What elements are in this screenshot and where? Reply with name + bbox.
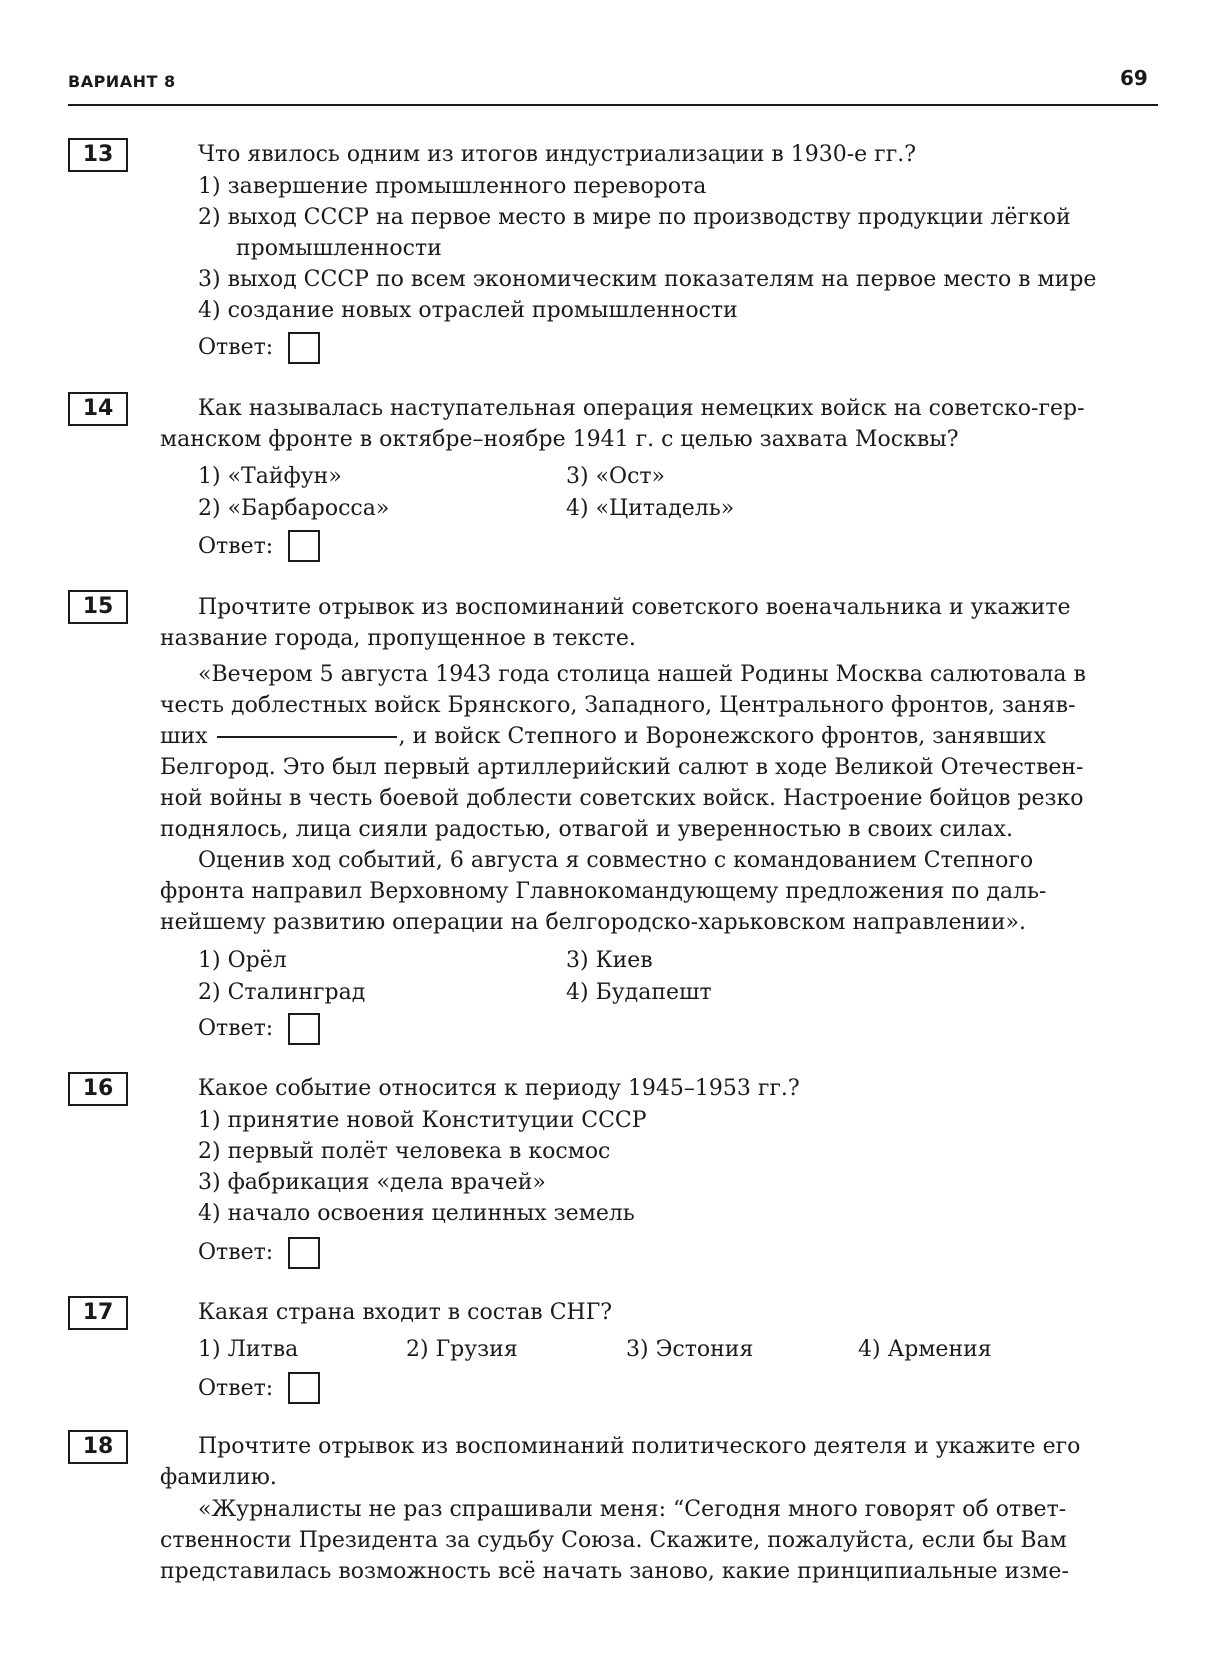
question-15-prompt-line-2: название города, пропущенное в тексте. bbox=[160, 626, 636, 651]
question-18-passage-line-2: ственности Президента за судьбу Союза. Скажите, пожалуйста, если бы Вам bbox=[160, 1528, 1067, 1553]
question-15-option-1: 1) Орёл bbox=[198, 948, 287, 973]
question-15-option-4: 4) Будапешт bbox=[566, 980, 712, 1005]
question-14-answer-label: Ответ: bbox=[198, 534, 274, 559]
question-15-passage-line-6: поднялось, лица сияли радостью, отвагой и уверенностью в своих силах. bbox=[160, 817, 1014, 842]
question-14-option-3: 3) «Ост» bbox=[566, 464, 666, 489]
question-14-answer-box[interactable] bbox=[288, 530, 320, 562]
question-16-prompt: Какое событие относится к периоду 1945–1953 гг.? bbox=[198, 1076, 800, 1101]
question-17-option-2: 2) Грузия bbox=[406, 1337, 518, 1362]
question-16-option-4: 4) начало освоения целинных земель bbox=[198, 1201, 635, 1226]
question-13-option-4: 4) создание новых отраслей промышленности bbox=[198, 298, 738, 323]
question-14-prompt-line-1: Как называлась наступательная операция немецких войск на советско-гер- bbox=[198, 396, 1085, 421]
variant-header: ВАРИАНТ 8 bbox=[68, 72, 176, 91]
question-15-option-3: 3) Киев bbox=[566, 948, 653, 973]
question-13-option-2-cont: промышленности bbox=[236, 236, 442, 261]
missing-city-blank bbox=[217, 736, 397, 738]
question-18-number: 18 bbox=[68, 1430, 128, 1464]
question-13-option-1: 1) завершение промышленного переворота bbox=[198, 174, 707, 199]
question-15-passage-line-9: нейшему развитию операции на белгородско-харьковском направлении». bbox=[160, 910, 1026, 935]
question-14-option-4: 4) «Цитадель» bbox=[566, 496, 735, 521]
question-15-answer-label: Ответ: bbox=[198, 1016, 274, 1041]
question-17-answer-label: Ответ: bbox=[198, 1376, 274, 1401]
question-16-number: 16 bbox=[68, 1072, 128, 1106]
question-14-prompt-line-2: манском фронте в октябре–ноябре 1941 г. с целью захвата Москвы? bbox=[160, 427, 959, 452]
question-15-passage-line-3 bbox=[160, 724, 1046, 750]
question-15-answer-box[interactable] bbox=[288, 1013, 320, 1045]
question-18-passage-line-1: «Журналисты не раз спрашивали меня: “Сегодня много говорят об ответ- bbox=[198, 1497, 1067, 1522]
question-17-prompt: Какая страна входит в состав СНГ? bbox=[198, 1300, 613, 1325]
page-number: 69 bbox=[1120, 66, 1148, 90]
question-15-passage-line-5: ной войны в честь боевой доблести советских войск. Настроение бойцов резко bbox=[160, 786, 1084, 811]
question-15-passage-line-4: Белгород. Это был первый артиллерийский салют в ходе Великой Отечествен- bbox=[160, 755, 1084, 780]
question-15-passage-line-7: Оценив ход событий, 6 августа я совместно с командованием Степного bbox=[198, 848, 1034, 873]
question-15-prompt-line-1: Прочтите отрывок из воспоминаний советского военачальника и укажите bbox=[198, 595, 1071, 620]
question-17-option-1: 1) Литва bbox=[198, 1337, 299, 1362]
question-17-number: 17 bbox=[68, 1296, 128, 1330]
question-13-option-3: 3) выход СССР по всем экономическим показателям на первое место в мире bbox=[198, 267, 1097, 292]
question-16-option-1: 1) принятие новой Конституции СССР bbox=[198, 1108, 647, 1133]
question-17-option-3: 3) Эстония bbox=[626, 1337, 754, 1362]
question-18-prompt-line-2: фамилию. bbox=[160, 1465, 277, 1490]
question-13-answer-box[interactable] bbox=[288, 332, 320, 364]
question-15-passage-line-8: фронта направил Верховному Главнокомандующему предложения по даль- bbox=[160, 879, 1047, 904]
question-15-number: 15 bbox=[68, 590, 128, 624]
question-16-option-2: 2) первый полёт человека в космос bbox=[198, 1139, 611, 1164]
question-16-answer-label: Ответ: bbox=[198, 1240, 274, 1265]
question-13-prompt: Что явилось одним из итогов индустриализации в 1930-е гг.? bbox=[198, 142, 917, 167]
question-18-prompt-line-1: Прочтите отрывок из воспоминаний политического деятеля и укажите его bbox=[198, 1434, 1081, 1459]
question-18-passage-line-3: представилась возможность всё начать заново, какие принципиальные изме- bbox=[160, 1559, 1069, 1584]
question-14-option-2: 2) «Барбаросса» bbox=[198, 496, 390, 521]
question-17-option-4: 4) Армения bbox=[858, 1337, 992, 1362]
question-16-option-3: 3) фабрикация «дела врачей» bbox=[198, 1170, 546, 1195]
question-16-answer-box[interactable] bbox=[288, 1237, 320, 1269]
question-14-number: 14 bbox=[68, 392, 128, 426]
question-13-answer-label: Ответ: bbox=[198, 335, 274, 360]
question-13-option-2: 2) выход СССР на первое место в мире по производству продукции лёгкой bbox=[198, 205, 1071, 230]
question-15-passage-line-1: «Вечером 5 августа 1943 года столица нашей Родины Москва салютовала в bbox=[198, 662, 1086, 687]
question-15-option-2: 2) Сталинград bbox=[198, 980, 366, 1005]
header-divider bbox=[68, 104, 1158, 106]
question-13-number: 13 bbox=[68, 138, 128, 172]
question-14-option-1: 1) «Тайфун» bbox=[198, 464, 342, 489]
question-15-passage-line-2: честь доблестных войск Брянского, Западного, Центрального фронтов, заняв- bbox=[160, 693, 1076, 718]
passage-word: ших bbox=[160, 724, 208, 749]
passage-continuation: , и войск Степного и Воронежского фронтов, занявших bbox=[398, 724, 1046, 749]
question-17-answer-box[interactable] bbox=[288, 1372, 320, 1404]
